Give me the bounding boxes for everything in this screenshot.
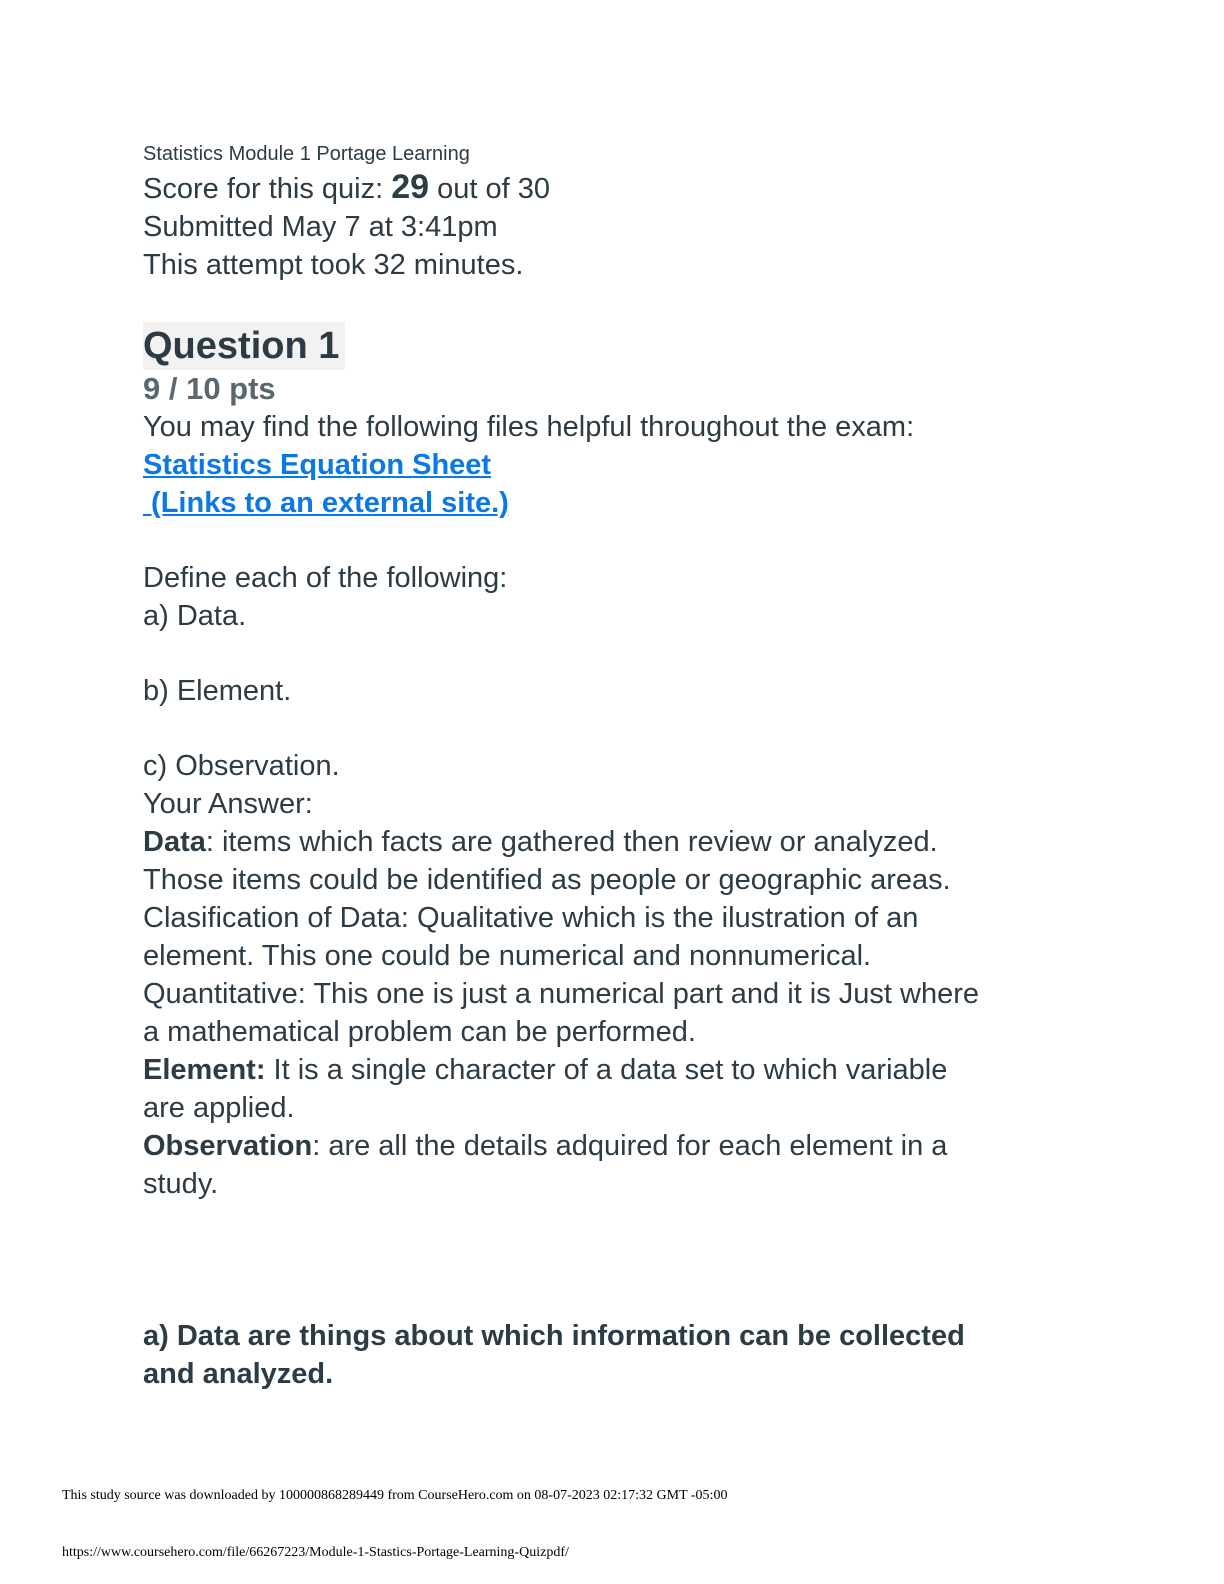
submitted-time: Submitted May 7 at 3:41pm: [143, 211, 498, 243]
answer-line: Those items could be identified as people or geographic areas.: [143, 864, 951, 896]
answer-element: [143, 1051, 1103, 1089]
question-part-a: a) Data.: [143, 600, 247, 632]
data-term: Data: [143, 826, 206, 858]
source-url[interactable]: https://www.coursehero.com/file/66267223/Module-1-Stastics-Portage-Learning-Quizpdf/: [62, 1545, 569, 1560]
element-definition: It is a single character of a data set to which variable: [265, 1054, 948, 1086]
answer-data: [143, 823, 1103, 861]
question-part-b: b) Element.: [143, 675, 292, 707]
answer-line: Quantitative: This one is just a numerical part and it is Just where: [143, 978, 980, 1010]
score-value: 29: [391, 168, 430, 206]
attempt-duration: This attempt took 32 minutes.: [143, 249, 524, 281]
answer-line: a mathematical problem can be performed.: [143, 1016, 696, 1048]
answer-line: Clasification of Data: Qualitative which is the ilustration of an: [143, 902, 919, 934]
observation-term: Observation: [143, 1130, 313, 1162]
question-part-c: c) Observation.: [143, 750, 340, 782]
correct-answer-line: a) Data are things about which information can be collected: [143, 1320, 965, 1352]
question-intro: You may find the following files helpful throughout the exam:: [143, 411, 915, 443]
question-prompt: Define each of the following:: [143, 562, 508, 594]
answer-observation: [143, 1127, 1103, 1165]
element-term: Element:: [143, 1054, 266, 1086]
answer-label: Your Answer:: [143, 788, 313, 820]
score-prefix: Score for this quiz:: [143, 173, 392, 205]
correct-answer: [143, 1317, 1103, 1393]
observation-definition: : are all the details adquired for each element in a: [312, 1130, 948, 1162]
question-points: 9 / 10 pts: [143, 371, 276, 406]
answer-line: study.: [143, 1168, 219, 1200]
quiz-score: [143, 168, 1103, 208]
download-notice: This study source was downloaded by 100000868289449 from CourseHero.com on 08-07-2023 02:17:32 GMT -05:00: [62, 1488, 728, 1503]
answer-line: are applied.: [143, 1092, 295, 1124]
quiz-page: [143, 140, 1103, 1393]
equation-sheet-link[interactable]: Statistics Equation Sheet: [143, 449, 492, 481]
course-title: Statistics Module 1 Portage Learning: [143, 143, 470, 165]
question-title: Question 1: [143, 322, 345, 370]
your-answer: [143, 785, 1103, 1203]
data-definition: : items which facts are gathered then review or analyzed.: [205, 826, 938, 858]
correct-answer-line: and analyzed.: [143, 1358, 334, 1390]
score-suffix: out of 30: [429, 173, 550, 205]
external-site-link[interactable]: (Links to an external site.): [143, 487, 509, 519]
answer-line: element. This one could be numerical and nonnumerical.: [143, 940, 872, 972]
